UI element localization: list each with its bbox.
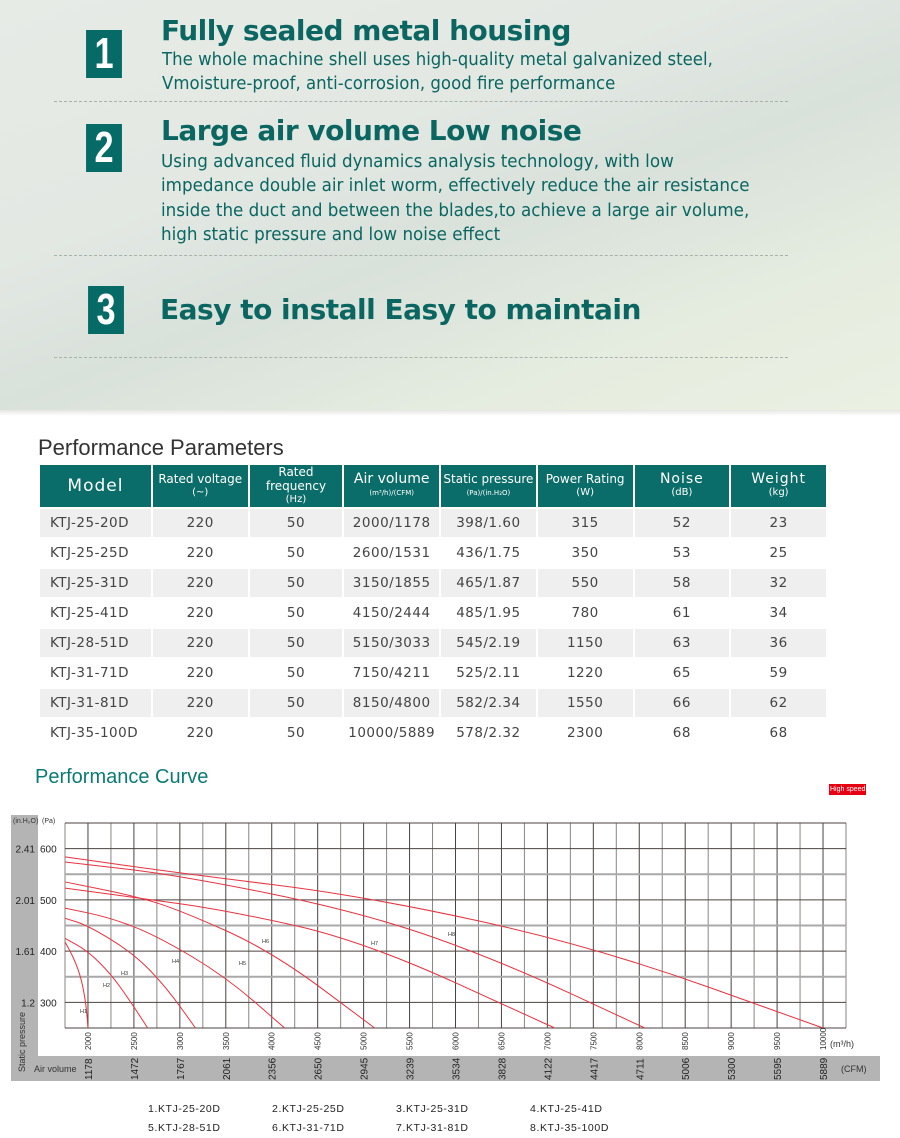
x2-tick-label: 4122 (543, 1057, 555, 1080)
y-unit: (Pa) (42, 818, 56, 825)
table-cell: 2000/1178 (344, 509, 439, 539)
x-tick-label: 4000 (267, 1032, 277, 1050)
model-cell: KTJ-31-81D (40, 689, 151, 719)
table-row (40, 539, 826, 569)
y2-tick-label: 1.2 (21, 998, 35, 1010)
column-header: Static pressure (Pa)/(in.H₂O) (441, 465, 536, 509)
table-cell: 220 (153, 659, 248, 689)
y2-tick-label: 1.61 (15, 947, 35, 959)
table-cell: 465/1.87 (441, 569, 536, 599)
table-cell: 398/1.60 (441, 509, 536, 539)
table-cell: 582/2.34 (441, 689, 536, 719)
x-tick-label: 5000 (359, 1032, 369, 1050)
table-cell: 59 (731, 659, 826, 689)
table-cell: 8150/4800 (344, 689, 439, 719)
feature-number-badge: 1 (86, 30, 122, 78)
table-row (40, 599, 826, 629)
curve-label: H3 (121, 971, 129, 977)
table-cell: 50 (250, 599, 343, 629)
x2-tick-label: 1178 (83, 1058, 95, 1080)
x2-tick-label: 5300 (727, 1057, 739, 1080)
table-cell: 36 (731, 629, 826, 659)
section-title: Performance Parameters (38, 435, 284, 460)
feature-desc-line: Using advanced fluid dynamics analysis technology, with low (161, 151, 674, 172)
x-tick-label: 2000 (83, 1032, 93, 1050)
table-cell: 50 (250, 539, 343, 569)
column-header: Noise (dB) (635, 465, 730, 509)
legend-item: 1.KTJ-25-20D (148, 1103, 221, 1115)
x2-tick-label: 4417 (589, 1057, 601, 1080)
model-cell: KTJ-25-20D (40, 509, 151, 539)
table-cell: 2300 (538, 719, 633, 749)
chart-title: Performance Curve (35, 766, 209, 788)
legend-item: 2.KTJ-25-25D (272, 1103, 345, 1115)
legend-item: 7.KTJ-31-81D (396, 1122, 469, 1134)
x2-tick-label: 5889 (819, 1057, 831, 1080)
table-cell: 68 (731, 719, 826, 749)
divider (54, 255, 788, 256)
table-cell: 50 (250, 659, 343, 689)
divider (54, 101, 788, 102)
column-header: Weight (kg) (731, 465, 826, 509)
table-cell: 1550 (538, 689, 633, 719)
x-unit: (m³/h) (830, 1039, 854, 1049)
table-row (40, 569, 826, 599)
x-tick-label: 6000 (451, 1032, 461, 1050)
table-cell: 220 (153, 509, 248, 539)
column-header: Rated voltage (~) (153, 465, 248, 509)
feature-number-badge: 3 (88, 286, 124, 334)
y-tick-label: 400 (40, 947, 57, 959)
curve-label: H1 (80, 1009, 88, 1015)
banner-edge (0, 410, 900, 416)
feature-desc-line: high static pressure and low noise effect (161, 224, 501, 245)
high-speed-badge: High speed (830, 786, 866, 793)
feature-desc-line: inside the duct and between the blades,to achieve a large air volume, (161, 200, 750, 221)
legend-item: 6.KTJ-31-71D (272, 1122, 345, 1134)
table-row (40, 689, 826, 719)
curve-h5 (65, 882, 375, 1028)
legend-item: 3.KTJ-25-31D (396, 1103, 469, 1115)
table-cell: 50 (250, 569, 343, 599)
curve-label: H5 (239, 961, 247, 967)
table-cell: 68 (635, 719, 730, 749)
x2-tick-label: 2650 (313, 1057, 325, 1080)
x2-tick-label: 3828 (497, 1057, 509, 1080)
table-cell: 50 (250, 629, 343, 659)
curve-label: H4 (172, 959, 180, 965)
feature-desc-line: impedance double air inlet worm, effectively reduce the air resistance (161, 175, 750, 196)
table-cell: 350 (538, 539, 633, 569)
column-header: Model (40, 465, 151, 509)
y-tick-label: 300 (40, 998, 57, 1010)
table-cell: 545/2.19 (441, 629, 536, 659)
x2-tick-label: 5006 (681, 1057, 693, 1080)
feature-number-badge: 2 (86, 124, 122, 172)
curve-h7 (65, 862, 645, 1028)
column-header: Rated frequency (Hz) (250, 465, 343, 509)
performance-table (38, 465, 828, 749)
table-cell: 52 (635, 509, 730, 539)
x-tick-label: 8000 (635, 1032, 645, 1050)
table-cell: 1150 (538, 629, 633, 659)
model-cell: KTJ-31-71D (40, 659, 151, 689)
curve-label: H8 (448, 932, 456, 938)
table-cell: 58 (635, 569, 730, 599)
table-cell: 578/2.32 (441, 719, 536, 749)
table-cell: 220 (153, 629, 248, 659)
x-tick-label: 6500 (497, 1032, 507, 1050)
x-tick-label: 5500 (405, 1032, 415, 1050)
table-cell: 1220 (538, 659, 633, 689)
y-tick-label: 500 (40, 895, 57, 907)
y2-unit: (in.H₂O) (13, 818, 39, 825)
table-row (40, 719, 826, 749)
table-cell: 63 (635, 629, 730, 659)
table-cell: 550 (538, 569, 633, 599)
model-cell: KTJ-28-51D (40, 629, 151, 659)
table-cell: 50 (250, 509, 343, 539)
table-cell: 50 (250, 689, 343, 719)
model-cell: KTJ-25-25D (40, 539, 151, 569)
model-cell: KTJ-25-31D (40, 569, 151, 599)
x-tick-label: 7500 (589, 1032, 599, 1050)
feature-title: Easy to install Easy to maintain (160, 293, 641, 326)
y2-tick-label: 2.01 (15, 895, 35, 907)
table-cell: 23 (731, 509, 826, 539)
x2-tick-label: 2945 (359, 1057, 371, 1080)
table-cell: 220 (153, 719, 248, 749)
table-cell: 220 (153, 599, 248, 629)
model-cell: KTJ-25-41D (40, 599, 151, 629)
performance-chart (0, 810, 900, 1090)
curve-label: H7 (371, 941, 379, 947)
table-header-row (40, 465, 826, 509)
table-cell: 66 (635, 689, 730, 719)
curve-label: H6 (262, 939, 270, 945)
y-tick-label: 600 (40, 844, 57, 856)
x-axis-label: Air volume (34, 1064, 77, 1074)
table-cell: 525/2.11 (441, 659, 536, 689)
x-tick-label: 9000 (727, 1032, 737, 1050)
table-cell: 61 (635, 599, 730, 629)
x2-tick-label: 2061 (221, 1057, 233, 1080)
table-cell: 65 (635, 659, 730, 689)
x-axis-band (11, 1056, 880, 1081)
column-header: Power Rating (W) (538, 465, 633, 509)
table-row (40, 629, 826, 659)
y-axis-label: Static pressure (17, 1011, 27, 1072)
legend-item: 5.KTJ-28-51D (148, 1122, 221, 1134)
x-tick-label: 3500 (221, 1032, 231, 1050)
x2-tick-label: 3239 (405, 1057, 417, 1080)
y2-tick-label: 2.41 (15, 844, 35, 856)
table-cell: 5150/3033 (344, 629, 439, 659)
table-cell: 220 (153, 539, 248, 569)
table-cell: 34 (731, 599, 826, 629)
x2-tick-label: 5595 (773, 1057, 785, 1080)
table-cell: 53 (635, 539, 730, 569)
table-cell: 315 (538, 509, 633, 539)
x2-tick-label: 4711 (635, 1058, 647, 1080)
x-tick-label: 4500 (313, 1032, 323, 1050)
table-cell: 25 (731, 539, 826, 569)
feature-title: Fully sealed metal housing (161, 14, 571, 47)
curve-h1 (65, 942, 88, 1028)
legend-item: 4.KTJ-25-41D (530, 1103, 603, 1115)
x2-tick-label: 2356 (267, 1057, 279, 1080)
x2-tick-label: 1472 (129, 1057, 141, 1080)
table-row (40, 509, 826, 539)
table-cell: 485/1.95 (441, 599, 536, 629)
curve-h6 (65, 888, 555, 1028)
feature-title: Large air volume Low noise (161, 114, 582, 147)
table-cell: 3150/1855 (344, 569, 439, 599)
x-tick-label: 2500 (129, 1032, 139, 1050)
table-cell: 780 (538, 599, 633, 629)
feature-desc-line: The whole machine shell uses high-quality metal galvanized steel, (162, 49, 713, 70)
table-cell: 220 (153, 689, 248, 719)
x2-tick-label: 3534 (451, 1057, 463, 1080)
legend-item: 8.KTJ-35-100D (530, 1122, 609, 1134)
x2-unit: (CFM) (841, 1064, 867, 1074)
x2-tick-label: 1767 (175, 1057, 187, 1080)
table-cell: 62 (731, 689, 826, 719)
table-cell: 220 (153, 569, 248, 599)
curve-label: H2 (103, 983, 111, 989)
divider (54, 357, 788, 358)
table-cell: 10000/5889 (344, 719, 439, 749)
feature-desc-line: Vmoisture-proof, anti-corrosion, good fire performance (162, 73, 616, 94)
x-tick-label: 9500 (773, 1032, 783, 1050)
table-cell: 50 (250, 719, 343, 749)
x-tick-label: 10000 (819, 1027, 829, 1050)
table-cell: 32 (731, 569, 826, 599)
model-cell: KTJ-35-100D (40, 719, 151, 749)
x-tick-label: 8500 (681, 1032, 691, 1050)
column-header: Air volume (m³/h)/(CFM) (344, 465, 439, 509)
table-row (40, 659, 826, 689)
x-tick-label: 7000 (543, 1032, 553, 1050)
x-tick-label: 3000 (175, 1032, 185, 1050)
table-cell: 7150/4211 (344, 659, 439, 689)
table-cell: 436/1.75 (441, 539, 536, 569)
table-cell: 4150/2444 (344, 599, 439, 629)
table-cell: 2600/1531 (344, 539, 439, 569)
